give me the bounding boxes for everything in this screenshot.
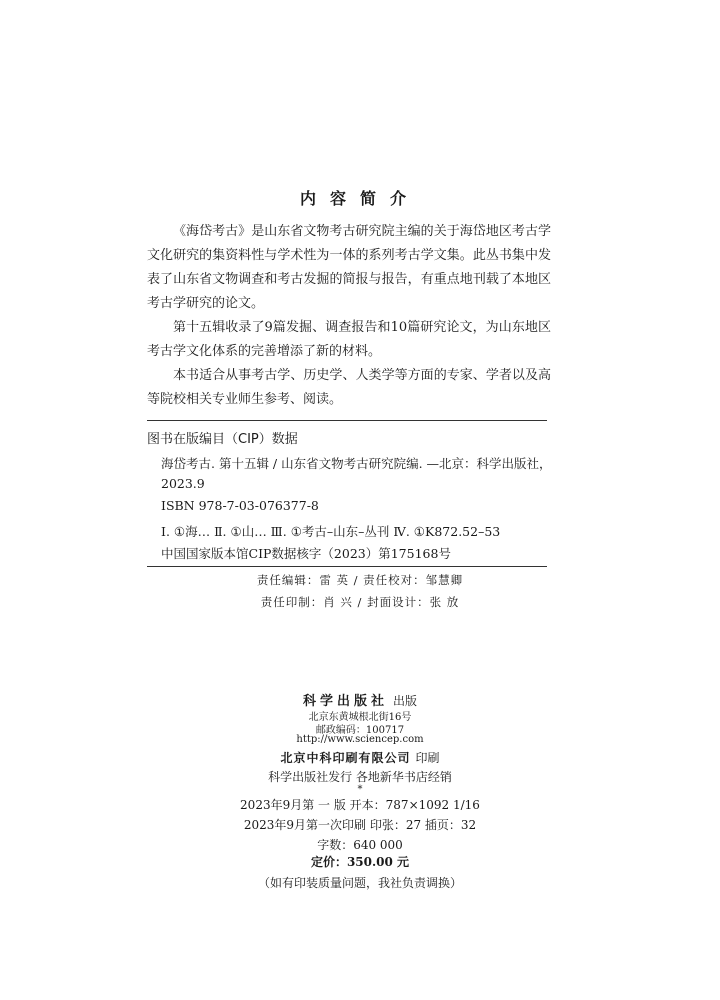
cip-classification: Ⅰ. ①海… Ⅱ. ①山… Ⅲ. ①考古–山东–丛刊 Ⅳ. ①K872.52–53 [161,524,501,539]
printer-name: 北京中科印刷有限公司 [280,751,411,765]
publisher-url: http://www.sciencep.com [296,734,424,745]
intro-paragraph-1: 《海岱考古》是山东省文物考古研究院主编的关于海岱地区考古学文化研究的集资料性与学术性为一体的系列考古学文集。此丛书集中发表了山东省文物调查和考古发掘的简报与报告，有重点地刊载了本地区考古学研究的论文。 [147,224,551,311]
credits-editors: 责任编辑：雷 英 / 责任校对：邹慧卿 [256,573,464,587]
page-title: 内容简介 [299,189,420,208]
distribution-line: 科学出版社发行 各地新华书店经销 [268,770,452,784]
publisher-logo-text: 科学出版社 [302,694,388,709]
cip-isbn: ISBN 978-7-03-076377-8 [161,498,319,513]
quality-notice: （如有印装质量问题，我社负责调换） [257,876,462,890]
price: 定价：350.00 元 [310,855,410,869]
intro-paragraph-3: 本书适合从事考古学、历史学、人类学等方面的专家、学者以及高等院校相关专业师生参考、阅读。 [147,368,551,407]
cip-top-rule [147,420,547,421]
printing-line: 2023年9月第一次印刷 印张：27 插页：32 [243,818,477,832]
cip-date-line: 2023.9 [161,476,205,491]
publisher-suffix: 出版 [393,694,418,708]
credits-production: 责任印制：肖 兴 / 封面设计：张 放 [260,595,460,609]
word-count: 字数：640 000 [317,838,403,852]
publisher-line [0,690,720,709]
cip-core-number: 中国国家版本馆CIP数据核字（2023）第175168号 [161,546,451,561]
intro-paragraph-2: 第十五辑收录了9篇发掘、调查报告和10篇研究论文，为山东地区考古学文化体系的完善增添了新的材料。 [147,320,551,359]
publisher-address: 北京东黄城根北街16号 [308,712,412,723]
edition-line: 2023年9月第 一 版 开本：787×1092 1/16 [240,798,480,812]
printer-suffix: 印刷 [415,751,440,765]
introduction [147,220,551,412]
publisher-postcode: 邮政编码：100717 [315,725,405,736]
printer-line [0,747,720,766]
cip-title-line: 海岱考古. 第十五辑 / 山东省文物考古研究院编. —北京：科学出版社， [161,456,552,471]
separator-star: * [357,784,363,795]
cip-bottom-rule [147,566,547,567]
cip-heading: 图书在版编目（CIP）数据 [147,432,298,447]
